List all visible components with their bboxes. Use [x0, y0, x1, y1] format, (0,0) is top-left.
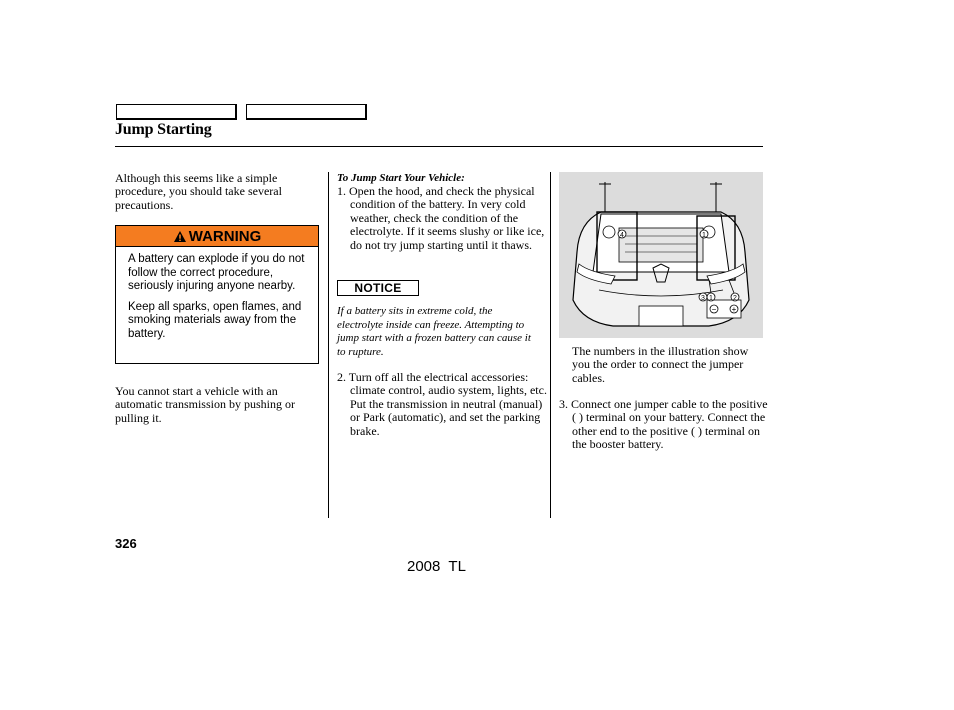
step-1: 1. Open the hood, and check the physical condition of the battery. In very cold weather, check the condition of the electrolyte. If it seems slushy or like ice, do not try jump starting until it thaws. [337, 184, 545, 252]
car-front-drawing [559, 172, 763, 338]
warning-box [115, 225, 319, 364]
engine-bay-jump-start-illustration [559, 172, 763, 338]
column-divider-1 [328, 172, 329, 518]
procedure-heading: To Jump Start Your Vehicle: [337, 172, 465, 184]
warning-paragraph-2: Keep all sparks, open flames, and smoking materials away from the battery. [128, 300, 302, 340]
warning-header [116, 226, 318, 247]
warning-paragraph-1: A battery can explode if you do not follow the correct procedure, seriously injuring anyone nearby. [128, 253, 305, 293]
nav-tab-2[interactable] [246, 104, 367, 120]
warning-label: WARNING [188, 227, 262, 245]
automatic-transmission-note: You cannot start a vehicle with an automatic transmission by pushing or pulling it. [115, 384, 295, 425]
callout-1-top: 1 [702, 232, 706, 239]
callout-4: 4 [620, 232, 624, 239]
intro-paragraph: Although this seems like a simple procedure, you should take several precautions. [115, 171, 282, 212]
callout-3: 3 [701, 295, 705, 302]
callout-2: 2 [733, 295, 737, 302]
step-3: 3. Connect one jumper cable to the positive ( ) terminal on your battery. Connect the other end to the positive ( ) terminal on the booster battery. [559, 397, 768, 452]
footer-model: 2008 TL [407, 558, 466, 575]
illustration-caption: The numbers in the illustration show you the order to connect the jumper cables. [572, 344, 749, 385]
plus-terminal-icon: + [731, 305, 737, 314]
minus-terminal-icon: − [711, 305, 717, 314]
notice-text: If a battery sits in extreme cold, the electrolyte inside can freeze. Attempting to jump start with a frozen battery can cause it to rupture. [337, 305, 531, 358]
notice-label: NOTICE [337, 280, 419, 296]
step-2: 2. Turn off all the electrical accessories: climate control, audio system, lights, etc. Put the transmission in neutral (manual) or Park (automatic), and set the parking brake. [337, 370, 547, 438]
page-title: Jump Starting [115, 121, 212, 138]
title-divider [115, 146, 763, 147]
nav-tab-1[interactable] [116, 104, 237, 120]
page-number: 326 [115, 536, 137, 551]
warning-triangle-icon [173, 230, 187, 243]
callout-1: 1 [709, 295, 713, 302]
